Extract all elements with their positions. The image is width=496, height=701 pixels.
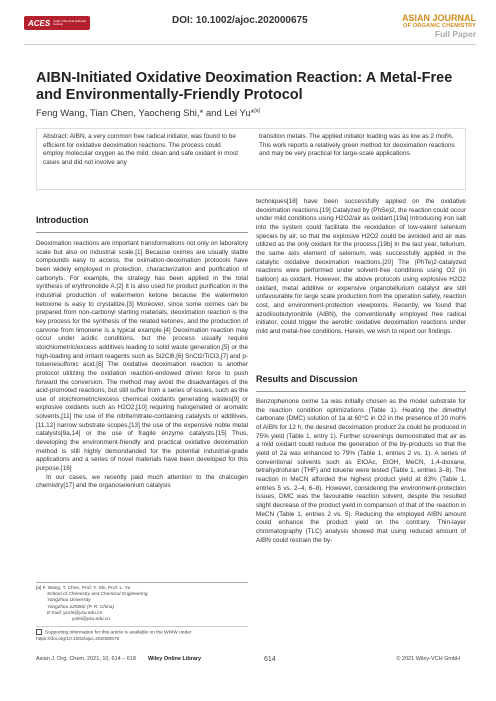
intro-text [36,240,248,491]
aces-logo-text: ACES [28,18,51,28]
affiliation-email[interactable]: E-mail: ycshi@yzu.edu.cn [47,610,103,616]
supporting-info[interactable] [36,626,248,643]
authors-text: Feng Wang, Tian Chen, Yaocheng Shi,* and Lei Yu* [36,108,255,120]
journal-logo [402,14,476,38]
right-paragraph-1: techniques[18] have been successfully applied on the oxidative deoximation reactions.[19] Catalyzed by (PhSe)2, the reaction could occur under mild conditions using H2O2/air as oxidant.[19a] Introducing iron salt into the system could facilitate the reoxidation of low-valent selenium species by air, so that the explosive H2O2 could be avoided and air was utilized as the only oxidant for the process.[19b] In the last year, tellurium, the same axis element of selenium, was successfully applied in the catalytic oxidative deoximation reactions.[20] The (PhTe)2-catalyzed reactions were performed under solvent-free conditions using O2 (in balloon) as oxidant. However, the above protocols using explosive H2O2 oxidant, metal additive or expensive organotellurium catalyst are still unfavourable for large scale production from the operation safety, reaction cost, and environment-protection viewpoints. Recently, we found that azodiisobutyronitrile (AIBN), the conventionally employed free radical initiator, could trigger the aerobic oxidative deoximation reactions under mild and metal-free conditions. Herein, we wish to report our findings. [256,198,466,335]
abstract-box [36,128,466,190]
results-heading: Results and Discussion [256,374,358,384]
results-paragraph-1: Benzophenone oxime 1a was initially chosen as the model substrate for the reaction condition optimizations (Table 1). Heating the dimethyl carbonate (DMC) solution of 1a at 60°C in O2 in the presence of 20 mol% of AIBN for 12 h, the desired deoximation product 2a could be produced in 75% yield (Table 1, entry 1). Further screenings demonstrated that air as a mild oxidant could reduce the generation of the by-products so that the yield of 2a was enhanced to 79% (Table 1, entries 2 vs. 1). A series of conventional solvents such as EtOAc, EtOH, MeCN, 1,4-dioxane, tetrahydrofuran (THF) and toluene were tested (Table 1, entries 3–8). The reaction in MeCN afforded the highest product yield at 83% (Table 1, entries 5 vs. 2–4, 6–8). However, considering the environment-protection issues, DMC was the favourable reaction solvent, despite the resulted slight decrease of the product yield in comparison of that of the reaction in MeCN (Table 1, entries 2 vs. 5). Reducing the employed AIBN amount could enhance the product yield on the contrary. Thin-layer chromatography (TLC) analysis showed that using reduced amount of AIBN could restrain the by- [256,398,466,544]
wiley-online-library[interactable]: Wiley Online Library [147,656,202,662]
doi[interactable]: DOI: 10.1002/ajoc.202000675 [172,15,308,26]
supporting-info-icon [36,629,42,635]
left-column [36,216,248,225]
header-divider [24,44,476,45]
article-title: AIBN-Initiated Oxidative Deoximation Reaction: A Metal-Free and Environmentally-Friendly Protocol [36,70,453,103]
page-header [24,14,476,46]
aces-logo-subtext: Asian Chemical Editorial Society [53,18,86,26]
affiliation-line: Yangzhou 225002 (P. R. China) [47,604,115,610]
supporting-info-text[interactable]: Supporting information for this article is available on the WWW under https://doi.org/10.1002/ajoc.202000675 [36,630,192,642]
footer-citation [36,656,201,662]
author-list [36,108,260,119]
citation-text: Asian J. Org. Chem. 2021, 10, 614 – 618 [36,656,136,662]
aces-logo [24,16,90,30]
abstract-left: Abstract: AIBN, a very common free radical initiator, was found to be efficient for oxidative deoximation reactions. The process could employ molecular oxygen as the mild, clean and safe oxidant in most cases and did not involve any [43,133,239,166]
article-type: Full Paper [434,29,476,39]
journal-name-line1: ASIAN JOURNAL [401,13,476,23]
introduction-rule [36,232,248,233]
right-column [256,198,466,337]
copyright: © 2021 Wiley-VCH GmbH [396,656,460,662]
results-rule [256,391,466,392]
journal-name-line2: OF ORGANIC CHEMISTRY [403,23,476,29]
abstract-right: transition metals. The applied initiator loading was as low as 2 mol%. This work reports a relatively green method for deoximation reactions and may be very practical for large-scale applications. [259,133,455,158]
intro-paragraph-2: In our cases, we recently paid much attention to the chalcogen chemistry[17] and the organoselenium catalysis [36,473,248,490]
affiliation-line: [a] F. Wang, T. Chen, Prof. Y. Shi, Prof. L. Yu [36,586,131,591]
affiliation-line: Yangzhou University [47,598,91,604]
affiliation-marker: [a] [254,108,260,114]
intro-paragraph-1: Deoximation reactions are important transformations not only on laboratory scale but also on industrial scale.[1] Because oximes are usually stable compounds easy to access, the oximation-deoximation protocols have been widely employed in protection, characterization and purification of carbonyls. For example, the strategy has been applied in the total synthesis of erythronolide A.[2] It is also used for product purification in the industrial production of watermelon ketone because the watermelon ketoxime is easy to crystallize.[3] Moreover, since some oximes can be prepared from non-carbonyl starting materials, deoximation reaction is the key process for the synthesis of the related ketones, and the production of carvone from limonene is a typical example.[4] Deoximation reaction may occur under acidic conditions, but the process usually require stoichiometric/excess additives leading to solid waste generation,[5] or the high-loading and irritant reagents such as Si2Cl6,[6] SnCl2/TiCl3,[7] and p-toluenesulfonic acid.[8] The oxidative deoximation reaction is another protocol utilizing the oxidation reaction-endowed driven force to push forward the conversion. The method may avoid the disadvantages of the acid-promoted reactions, but still suffer from a series of issues, such as the use of stoichiometric/excess chemical oxidants generating wastes[9] or explosive oxidants such as H2O2,[10] requiring halogenated or aromatic solvents,[11] the use of the nitrite/nitrate-containing catalysts or additives,[11,12] narrow substrate scopes,[13] the use of the expensive noble metal catalysts[9a,14] or the use of fragile enzyme catalysts.[15] Thus, developing the environment-friendly and practical oxidative deoximation method is still highly demondanded for the potential industrial-grade applications and a series of novel materials have been developed for this purpose.[16] [36,240,248,473]
introduction-heading: Introduction [36,215,89,225]
page-number: 614 [264,656,276,663]
results-text [256,398,466,545]
affiliation-email[interactable]: yulei@yzu.edu.cn [72,617,110,623]
affiliation-line: School of Chemistry and Chemical Engineering [47,592,148,598]
results-header-wrap [256,375,466,384]
affiliation-block [36,582,248,643]
